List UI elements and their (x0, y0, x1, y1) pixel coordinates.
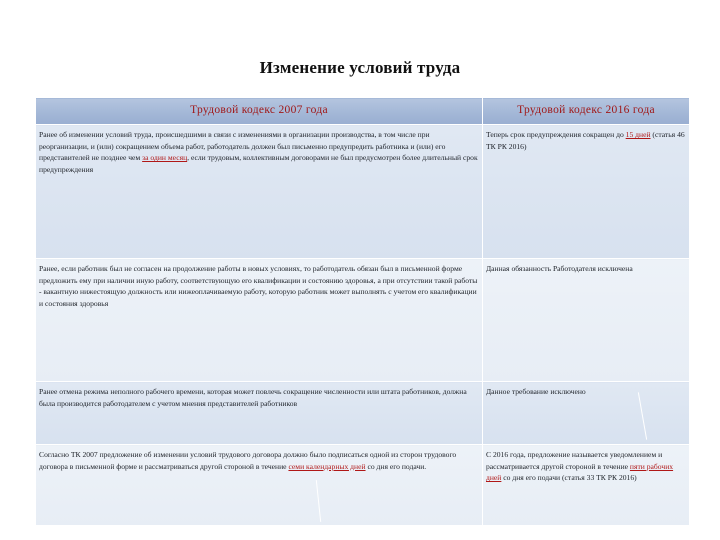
header-tk-2007: Трудовой кодекс 2007 года (36, 98, 483, 125)
table-row (36, 259, 690, 382)
cell-2016-alternative-work: Данная обязанность Работодателя исключена (483, 259, 690, 382)
slide-title: Изменение условий труда (259, 58, 461, 77)
cell-2016-contract-change-offer: С 2016 года, предложение называется уведомлением и рассматривается другой стороной в течение пяти рабочих дней со дня его подачи (статья 33 ТК РК 2016) (483, 445, 690, 526)
cell-2007-part-time-regime: Ранее отмена режима неполного рабочего времени, которая может повлечь сокращение численности или штата работников, должна была производится работодателем с учетом мнения представителей работников (36, 382, 483, 445)
comparison-table (35, 97, 690, 526)
highlight-term: за один месяц (142, 153, 188, 163)
cell-2016-notice-period: Теперь срок предупреждения сокращен до 15 дней (статья 46 ТК РК 2016) (483, 125, 690, 259)
table-header-row (36, 98, 690, 125)
highlight-term: семи календарных дней (288, 461, 366, 471)
cell-2007-contract-change-offer: Согласно ТК 2007 предложение об изменении условий трудового договора должно было подписаться одной из сторон трудового договора в письменной форме и рассматриваться другой стороной в течение семи календарных дней со дня его подачи. (36, 445, 483, 526)
highlight-term: пяти рабочих дней (486, 461, 674, 483)
table-row (36, 382, 690, 445)
table-row (36, 445, 690, 526)
cell-2007-notice-period: Ранее об изменении условий труда, происшедшими в связи с изменениями в организации производства, в том числе при реорганизации, и (или) сокращением объема работ, работодатель должен был письменно предупредить работника и (или) его представителей не позднее чем за один месяц, если трудовым, коллективным договорами не был предусмотрен более длительный срок предупреждения (36, 125, 483, 259)
cell-2007-alternative-work: Ранее, если работник был не согласен на продолжение работы в новых условиях, то работодатель обязан был в письменной форме предложить ему при наличии иную работу, соответствующую его квалификации и состоянию здоровья, а при отсутствии такой работы - вакантную нижестоящую должность или нижеоплачиваемую работу, которую работник может выполнять с учетом его квалификации и состояния здоровья (36, 259, 483, 382)
cell-2016-part-time-regime: Данное требование исключено (483, 382, 690, 445)
header-tk-2016: Трудовой кодекс 2016 года (483, 98, 690, 125)
table-row (36, 125, 690, 259)
highlight-term: 15 дней (625, 130, 651, 139)
